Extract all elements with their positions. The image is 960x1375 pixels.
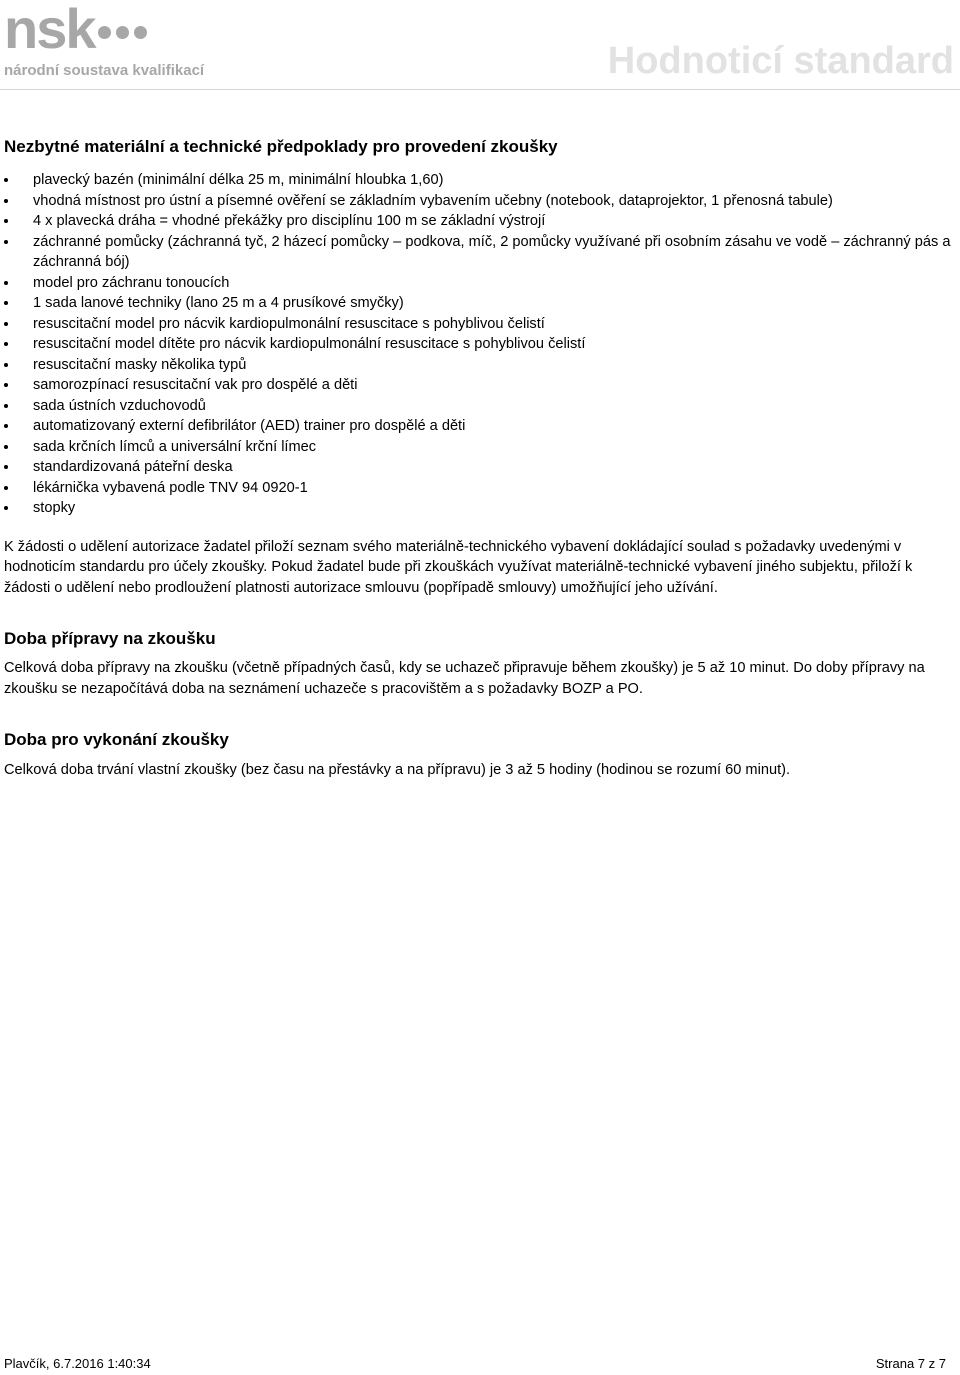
materials-list (4, 170, 954, 519)
header-divider (0, 89, 960, 90)
main-content (4, 136, 954, 781)
logo-dots-icon (98, 26, 152, 44)
footer-document-info: Plavčík, 6.7.2016 1:40:34 (4, 1356, 151, 1371)
preparation-paragraph: Celková doba přípravy na zkoušku (včetně případných časů, kdy se uchazeč připravuje během zkoušky) je 5 až 10 minut. Do doby přípravy na zkoušku se nezapočítává doba na seznámení uchazeče s pracovištěm a s požadavky BOZP a PO. (4, 660, 925, 697)
nsk-logo (2, 2, 210, 86)
logo-subtitle: národní soustava kvalifikací (4, 62, 205, 79)
list-item: lékárnička vybavená podle TNV 94 0920-1 (4, 478, 954, 499)
list-item: 4 x plavecká dráha = vhodné překážky pro disciplínu 100 m se základní výstrojí (4, 211, 954, 232)
list-item: plavecký bazén (minimální délka 25 m, minimální hloubka 1,60) (4, 170, 954, 191)
footer-page-number: Strana 7 z 7 (875, 1356, 946, 1371)
materials-heading: Nezbytné materiální a technické předpoklady pro provedení zkoušky (4, 137, 558, 156)
list-item: model pro záchranu tonoucích (4, 273, 954, 294)
list-item: resuscitační model pro nácvik kardiopulmonální resuscitace s pohyblivou čelistí (4, 314, 954, 335)
preparation-heading: Doba přípravy na zkoušku (4, 629, 216, 648)
list-item: samorozpínací resuscitační vak pro dospělé a děti (4, 375, 954, 396)
list-item: záchranné pomůcky (záchranná tyč, 2 házecí pomůcky – podkova, míč, 2 pomůcky využívané při osobním zásahu ve vodě – záchranný pás a záchranná bój) (4, 232, 954, 273)
list-item: resuscitační model dítěte pro nácvik kardiopulmonální resuscitace s pohyblivou čelistí (4, 334, 954, 355)
list-item: stopky (4, 498, 954, 519)
materials-paragraph: K žádosti o udělení autorizace žadatel přiloží seznam svého materiálně-technického vybavení dokládající soulad s požadavky uvedenými v hodnoticím standardu pro účely zkoušky. Pokud žadatel bude při zkouškách využívat materiálně-technické vybavení jiného subjektu, přiloží k žádosti o udělení nebo prodloužení platnosti autorizace smlouvu (popřípadě smlouvy) umožňující jeho užívání. (4, 538, 913, 596)
execution-heading: Doba pro vykonání zkoušky (4, 730, 229, 749)
list-item: vhodná místnost pro ústní a písemné ověření se základním vybavením učebny (notebook, dataprojektor, 1 přenosná tabule) (4, 191, 954, 212)
list-item: sada krčních límců a universální krční límec (4, 437, 954, 458)
list-item: automatizovaný externí defibrilátor (AED) trainer pro dospělé a děti (4, 416, 954, 437)
list-item: sada ústních vzduchovodů (4, 396, 954, 417)
page-header (0, 0, 960, 92)
list-item: standardizovaná páteřní deska (4, 457, 954, 478)
logo-wordmark: nsk (4, 0, 95, 60)
list-item: 1 sada lanové techniky (lano 25 m a 4 prusíkové smyčky) (4, 293, 954, 314)
list-item: resuscitační masky několika typů (4, 355, 954, 376)
document-title: Hodnoticí standard (607, 40, 954, 82)
execution-paragraph: Celková doba trvání vlastní zkoušky (bez času na přestávky a na přípravu) je 3 až 5 hodiny (hodinou se rozumí 60 minut). (4, 762, 791, 778)
